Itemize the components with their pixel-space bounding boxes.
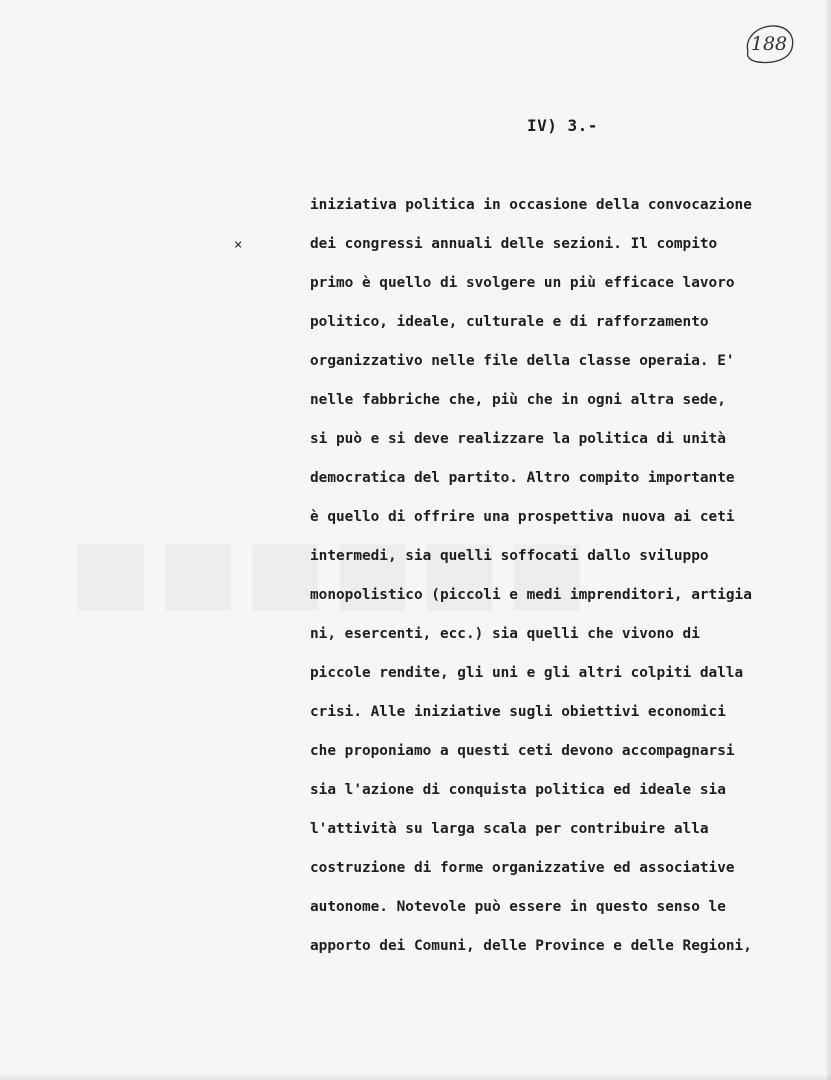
text-line: democratica del partito. Altro compito importante: [310, 470, 735, 486]
text-line: dei congressi annuali delle sezioni. Il compito: [310, 236, 718, 252]
text-line: ni, esercenti, ecc.) sia quelli che vivono di: [310, 626, 700, 642]
text-line: nelle fabbriche che, più che in ogni altra sede,: [310, 392, 726, 408]
archive-stamp: [742, 22, 796, 66]
scan-edge-right: [825, 0, 831, 1080]
text-line: costruzione di forme organizzative ed associative: [310, 860, 735, 876]
text-line: sia l'azione di conquista politica ed ideale sia: [310, 782, 726, 798]
text-line: che proponiamo a questi ceti devono accompagnarsi: [310, 743, 735, 759]
text-line: politico, ideale, culturale e di rafforzamento: [310, 314, 709, 330]
stamp-number: 188: [750, 33, 788, 55]
text-line: intermedi, sia quelli soffocati dallo sviluppo: [310, 548, 709, 564]
text-line: apporto dei Comuni, delle Province e delle Regioni,: [310, 938, 752, 954]
text-line: è quello di offrire una prospettiva nuova ai ceti: [310, 509, 735, 525]
circled-number-icon: [742, 22, 796, 66]
margin-mark: ×: [234, 237, 243, 253]
text-line: monopolistico (piccoli e medi imprenditori, artigia: [310, 587, 752, 603]
text-line: primo è quello di svolgere un più efficace lavoro: [310, 275, 735, 291]
text-line: crisi. Alle iniziative sugli obiettivi economici: [310, 704, 726, 720]
text-line: l'attività su larga scala per contribuire alla: [310, 821, 709, 837]
text-line: iniziativa politica in occasione della convocazione: [310, 197, 752, 213]
page-number: IV) 3.-: [527, 116, 598, 135]
text-line: piccole rendite, gli uni e gli altri colpiti dalla: [310, 665, 744, 681]
body-text: [310, 192, 825, 972]
text-line: autonome. Notevole può essere in questo senso le: [310, 899, 726, 915]
text-line: si può e si deve realizzare la politica di unità: [310, 431, 726, 447]
scan-edge-bottom: [0, 1074, 831, 1080]
text-line: organizzativo nelle file della classe operaia. E': [310, 353, 735, 369]
